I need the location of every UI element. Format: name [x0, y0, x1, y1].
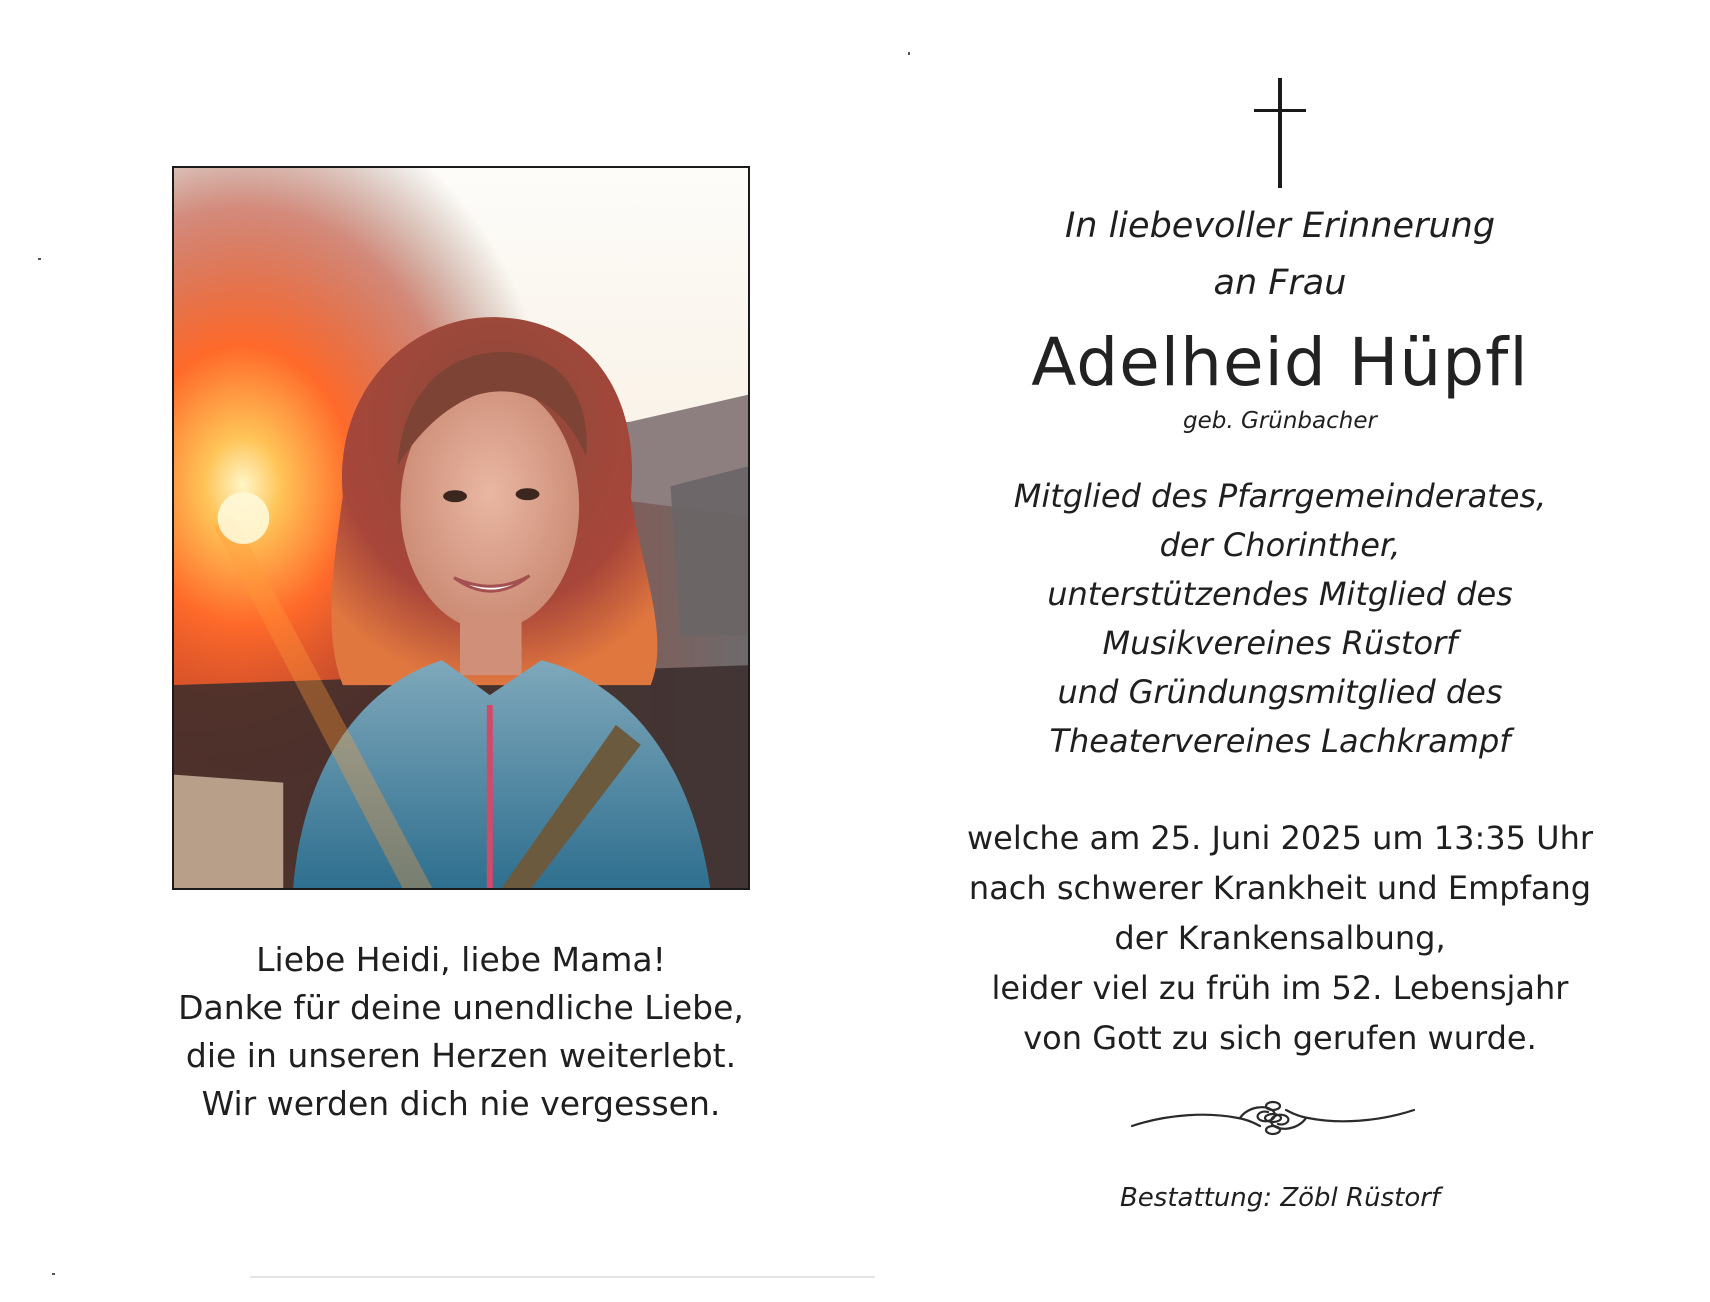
membership-text: [900, 472, 1660, 766]
intro-line: In liebevoller Erinnerung: [1064, 206, 1496, 246]
portrait-photo: [172, 166, 750, 890]
verse-line: Danke für deine unendliche Liebe,: [178, 988, 744, 1027]
death-notice-line: nach schwerer Krankheit und Empfang: [968, 869, 1592, 907]
membership-line: Mitglied des Pfarrgemeinderates,: [1013, 477, 1547, 515]
funeral-home: Bestattung: Zöbl Rüstorf: [1119, 1183, 1441, 1213]
verse-line: die in unseren Herzen weiterlebt.: [185, 1036, 737, 1075]
portrait-photo-image: [174, 168, 748, 888]
verse-line: Wir werden dich nie vergessen.: [201, 1084, 721, 1123]
cross-icon: [1254, 78, 1306, 188]
flourish-divider-icon: [1128, 1096, 1418, 1138]
death-notice-line: von Gott zu sich gerufen wurde.: [1023, 1019, 1537, 1057]
intro-text: [900, 198, 1660, 312]
death-notice: [900, 813, 1660, 1063]
maiden-name: geb. Grünbacher: [1183, 408, 1377, 434]
membership-line: Musikvereines Rüstorf: [1102, 624, 1458, 662]
scan-edge-line: [250, 1276, 875, 1278]
membership-line: und Gründungsmitglied des: [1057, 673, 1503, 711]
deceased-name: Adelheid Hüpfl: [1031, 324, 1529, 401]
scan-speck: [38, 258, 41, 260]
verse-line: Liebe Heidi, liebe Mama!: [256, 940, 666, 979]
intro-line: an Frau: [1213, 263, 1347, 303]
membership-line: unterstützendes Mitglied des: [1047, 575, 1513, 613]
membership-line: der Chorinther,: [1159, 526, 1401, 564]
membership-line: Theatervereines Lachkrampf: [1049, 722, 1511, 760]
scan-speck: [908, 52, 910, 55]
death-notice-line: der Krankensalbung,: [1114, 919, 1446, 957]
scan-speck: [52, 1273, 55, 1275]
memorial-verse: [150, 936, 772, 1128]
death-notice-line: welche am 25. Juni 2025 um 13:35 Uhr: [966, 819, 1594, 857]
death-notice-line: leider viel zu früh im 52. Lebensjahr: [991, 969, 1569, 1007]
